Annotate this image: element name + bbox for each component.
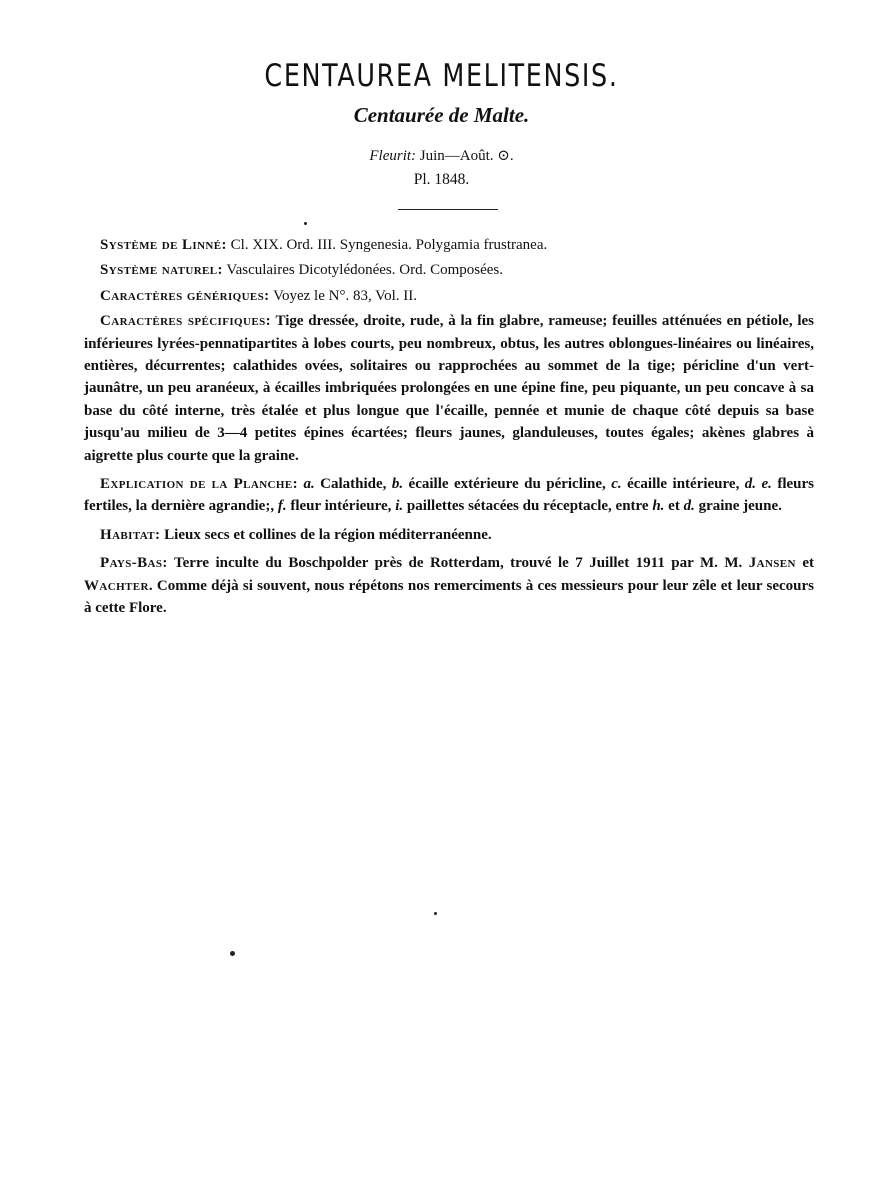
section-label: Explication de la Planche: — [100, 476, 298, 493]
section-text: Tige dressée, droite, rude, à la fin glabre, rameuse; feuilles atténuées en pétiole, les inférieures lyrées-pennatipartites à lobes courts, peu nombreux, obtus, les autres oblongues-linéaires ou linéaires, entières, décurrentes; calathides ovées, solitaires ou rapprochées au sommet de la tige; péricline d'un vert-jaunâtre, un peu aranéeux, à écailles imbriquées prolongées en une épine fine, peu piquante, un peu concave à sa base du côté interne, très étalée et plus longue que l'écaille, pennée et munie de chaque côté depuis sa base jusqu'au milieu de 3—4 petites épines écartées; fleurs jaunes, glanduleuses, toutes égales; akènes glabres à aigrette plus courte que la graine. — [84, 313, 814, 464]
section-generiques — [84, 285, 814, 307]
section-explication — [84, 473, 814, 518]
section-text: fleur intérieure, — [286, 498, 396, 515]
section-text: Lieux secs et collines de la région méditerranéenne. — [160, 526, 492, 543]
figure-letter: d. — [683, 498, 695, 515]
section-text: Cl. XIX. Ord. III. Syngenesia. Polygamia frustranea. — [226, 237, 548, 253]
print-speck — [304, 222, 307, 225]
section-text: graine jeune. — [694, 498, 782, 515]
section-text: paillettes sétacées du réceptacle, entre — [403, 498, 653, 515]
section-label: Caractères spécifiques: — [100, 313, 271, 330]
section-text: écaille extérieure du péricline, — [403, 476, 612, 493]
section-text: écaille intérieure, — [621, 476, 745, 493]
flowering-value: Juin—Août. ⊙. — [419, 148, 514, 164]
figure-letter: a. — [303, 476, 315, 493]
page-title: CENTAUREA MELITENSIS. — [264, 58, 619, 94]
section-text: Voyez le N°. 83, Vol. II. — [269, 287, 417, 304]
section-label: Caractères génériques: — [100, 287, 270, 304]
section-linne — [84, 234, 814, 256]
figure-letter: d. e. — [744, 476, 772, 493]
section-text: et — [795, 555, 814, 572]
section-specifiques — [84, 310, 814, 467]
section-text: Vasculaires Dicotylédonées. Ord. Composées. — [222, 262, 503, 279]
figure-letter: c. — [611, 476, 622, 493]
figure-letter: f. — [277, 498, 287, 515]
section-text: . Comme déjà si souvent, nous répétons nos remerciments à ces messieurs pour leur zêle et leur secours à cette Flore. — [84, 577, 814, 617]
section-label: Système naturel: — [100, 262, 223, 279]
collector-name: Wachter — [84, 577, 149, 594]
section-habitat — [84, 524, 814, 546]
section-paysbas — [84, 552, 814, 619]
section-text: fleurs fertiles, la dernière agrandie;, — [84, 476, 814, 515]
section-naturel — [84, 259, 814, 281]
flowering-label: Fleurit: — [369, 148, 417, 164]
section-text: Terre inculte du Boschpolder près de Rotterdam, trouvé le 7 Juillet 1911 par M. M. — [167, 555, 749, 572]
collector-name: Jansen — [748, 555, 796, 572]
figure-letter: h. — [652, 498, 665, 515]
figure-letter: i. — [395, 498, 404, 515]
figure-letter: b. — [391, 476, 404, 493]
flowering-line — [0, 146, 883, 165]
section-label: Système de Linné: — [100, 237, 227, 253]
description-body — [84, 234, 814, 626]
divider-rule — [398, 209, 498, 210]
plate-number: Pl. 1848. — [413, 171, 470, 188]
section-text: Calathide, — [314, 476, 392, 493]
section-label: Pays-Bas: — [100, 555, 168, 572]
section-text: et — [664, 498, 684, 515]
print-speck — [230, 951, 235, 956]
page-subtitle: Centaurée de Malte. — [353, 103, 530, 127]
section-label: Habitat: — [100, 526, 161, 543]
print-speck — [434, 912, 437, 915]
